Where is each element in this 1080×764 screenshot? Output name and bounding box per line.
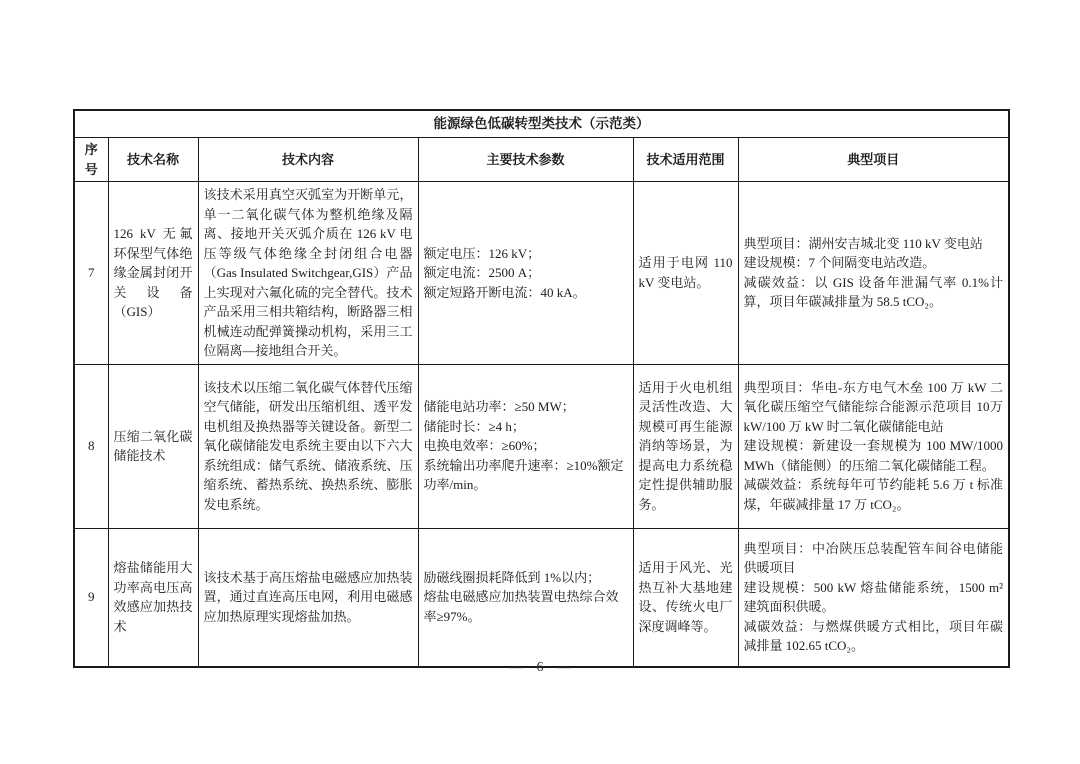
page-number: — 6 — [509,660,571,675]
typical-projects [738,364,1009,528]
tech-scope: 适用于火电机组灵活性改造、大规模可再生能源消纳等场景，为提高电力系统稳定性提供辅助服务。 [633,364,738,528]
param-line: 额定短路开断电流：40 kA。 [423,284,586,300]
tech-name: 压缩二氧化碳储能技术 [108,364,198,528]
table-row [74,528,1009,667]
project-line: 减碳效益：系统每年可节约能耗 5.6 万 t 标准煤，年碳减排量 17 万 tCO₂。 [743,477,1004,512]
tech-params [418,528,633,667]
table-title-row [74,110,1009,138]
technology-table [73,109,1010,668]
project-line: 建设规模：500 kW 熔盐储能系统，1500 m² 建筑面积供暖。 [743,579,1004,614]
header-content: 技术内容 [198,138,418,182]
param-line: 系统输出功率爬升速率：≥10%额定功率/min。 [423,457,624,493]
project-line: 典型项目：湖州安吉城北变 110 kV 变电站 [743,235,983,251]
tech-content: 该技术采用真空灭弧室为开断单元，单一二氧化碳气体为整机绝缘及隔离、接地开关灭弧介质在 126 kV 电压等级气体绝缘全封闭组合电器（Gas Insulated Switchgear,GIS）产品上实现对六氟化硫的完全替代。技术产品采用三相共箱结构，断路器三相机械连动配弹簧操动机构，采用三工位隔离—接地组合开关。 [198,182,418,365]
param-line: 额定电流：2500 A； [423,265,541,280]
table-row [74,182,1009,365]
header-projects: 典型项目 [738,138,1009,182]
tech-params [418,364,633,528]
tech-params [418,182,633,365]
param-line: 熔盐电磁感应加热装置电热综合效率≥97%。 [423,589,619,624]
typical-projects [738,182,1009,365]
tech-scope: 适用于风光、光热互补大基地建设、传统火电厂深度调峰等。 [633,528,738,667]
table-row [74,364,1009,528]
typical-projects [738,528,1009,667]
header-scope: 技术适用范围 [633,138,738,182]
row-no: 7 [74,182,108,365]
param-line: 励磁线圈损耗降低到 1%以内； [423,569,601,585]
header-no: 序号 [74,138,108,182]
param-line: 额定电压：126 kV； [423,245,541,261]
project-line: 典型项目：华电-东方电气木垒 100 万 kW 二氧化碳压缩空气储能综合能源示范项目 10万 kW/100 万 kW 时二氧化碳储能电站 [743,379,1004,434]
param-line: 储能电站功率：≥50 MW； [423,399,575,415]
project-line: 建设规模：新建设一套规模为 100 MW/1000 MWh（储能侧）的压缩二氧化碳储能工程。 [743,438,1004,473]
tech-content: 该技术以压缩二氧化碳气体替代压缩空气储能，研发出压缩机组、透平发电机组及换热器等关键设备。新型二氧化碳储能发电系统主要由以下六大系统组成：储气系统、储液系统、压缩系统、蓄热系统、换热系统、膨胀发电系统。 [198,364,418,528]
header-params: 主要技术参数 [418,138,633,182]
tech-name: 熔盐储能用大功率高电压高效感应加热技术 [108,528,198,667]
row-no: 9 [74,528,108,667]
tech-scope: 适用于电网 110 kV 变电站。 [633,182,738,365]
project-line: 建设规模：7 个间隔变电站改造。 [743,255,936,271]
header-name: 技术名称 [108,138,198,182]
table-header-row [74,138,1009,182]
tech-name: 126 kV 无氟环保型气体绝缘金属封闭开关设备（GIS） [108,182,198,365]
row-no: 8 [74,364,108,528]
project-line: 典型项目：中冶陕压总装配管车间谷电储能供暖项目 [743,540,1004,575]
tech-content: 该技术基于高压熔盐电磁感应加热装置，通过直连高压电网，利用电磁感应加热原理实现熔盐加热。 [198,528,418,667]
param-line: 电换电效率：≥60%； [423,438,546,454]
project-line: 减碳效益：与燃煤供暖方式相比，项目年碳减排量 102.65 tCO₂。 [743,618,1004,653]
param-line: 储能时长：≥4 h； [423,418,525,434]
table-title: 能源绿色低碳转型类技术（示范类） [74,110,1009,138]
project-line: 减碳效益：以 GIS 设备年泄漏气率 0.1%计算，项目年碳减排量为 58.5 tCO₂。 [743,274,1004,310]
